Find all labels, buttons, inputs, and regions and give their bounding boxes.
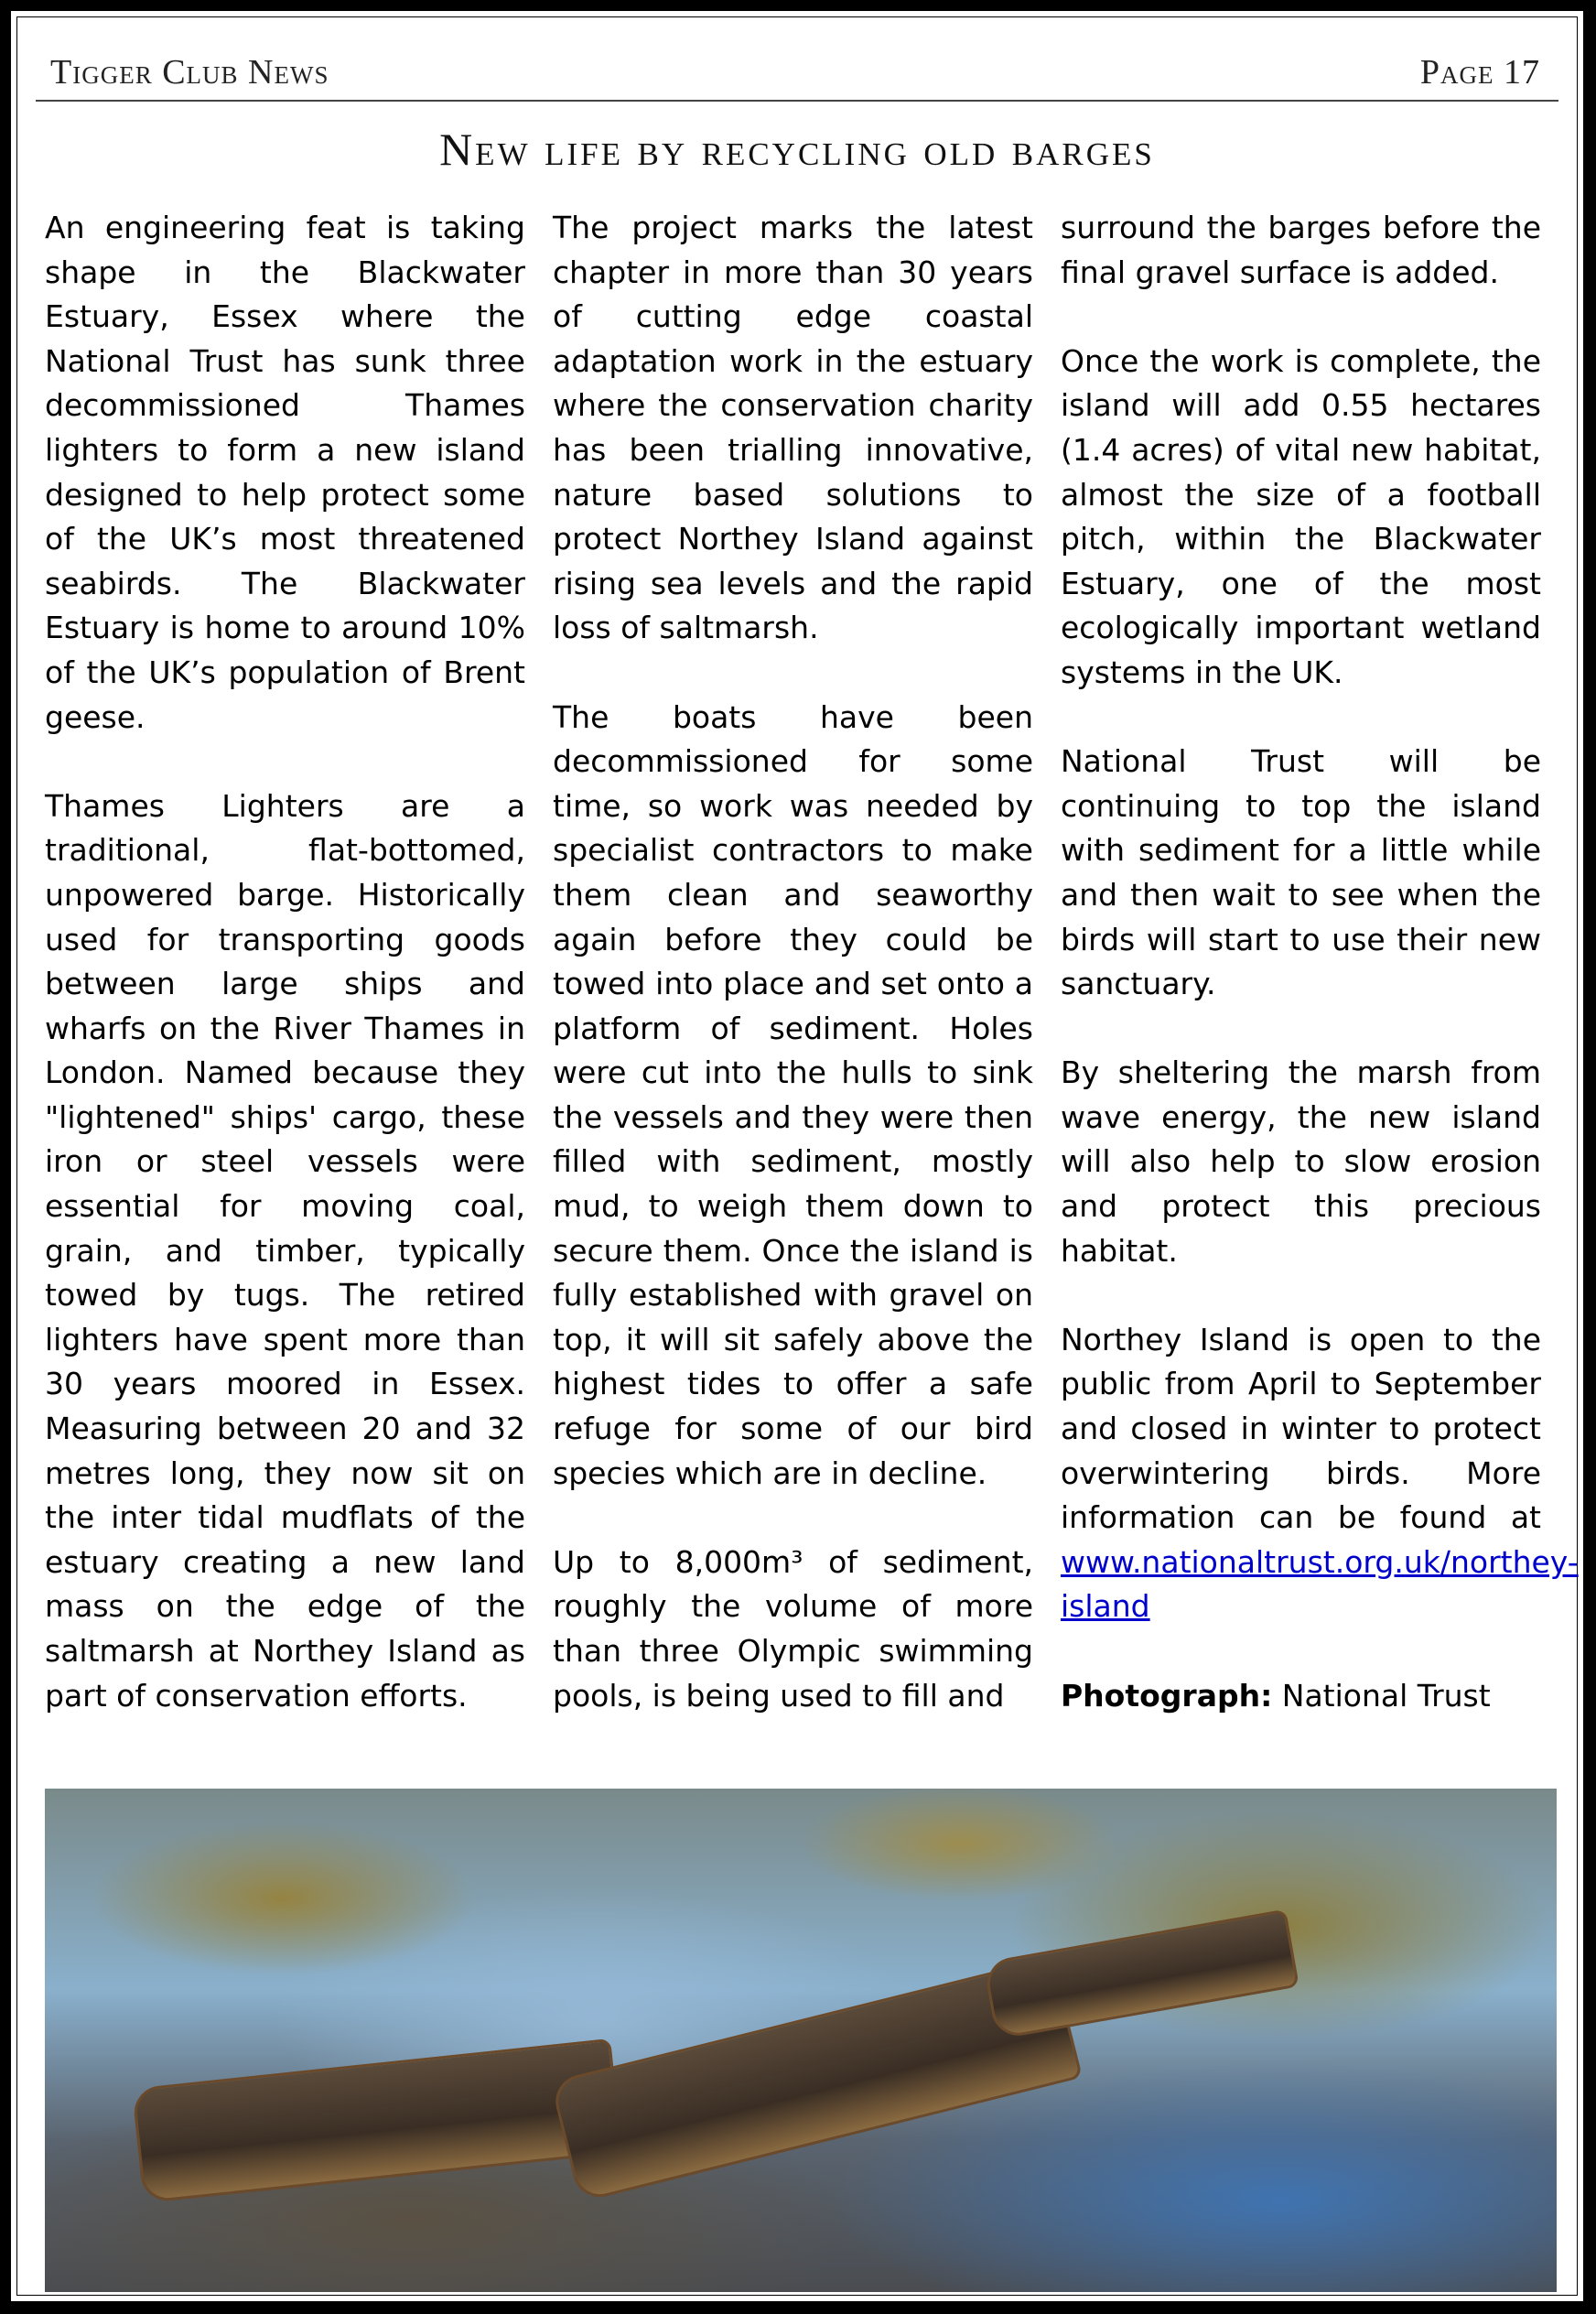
paragraph: An engineering feat is taking shape in the Blackwater Estuary, Essex where the National Trust has sunk three decommissioned Thames lighters to form a new island designed to help protect some of the UK’s most threatened seabirds. The Blackwater Estuary is home to around 10% of the UK’s population of Brent geese. <box>45 210 525 735</box>
credit-value: National Trust <box>1272 1677 1491 1714</box>
article-title: New life by recycling old barges <box>439 124 1155 175</box>
barge-shape <box>132 2038 622 2203</box>
paragraph: By sheltering the marsh from wave energy, the new island will also help to slow erosion and protect this precious habitat. <box>1061 1054 1541 1269</box>
paragraph: surround the barges before the final gravel surface is added. <box>1061 210 1541 290</box>
publication-name: Tigger Club News <box>50 53 329 92</box>
newsletter-page <box>9 9 1585 2303</box>
column-1 <box>45 206 525 1763</box>
barge-shape <box>983 1909 1299 2039</box>
barges-photo <box>45 1789 1557 2292</box>
credit-label: Photograph: <box>1061 1677 1273 1714</box>
paragraph: Thames Lighters are a traditional, flat-bottomed, unpowered barge. Historically used for transporting goods between large ships and wharfs on the River Thames in London. Named because they "lightened" ships' cargo, these iron or steel vessels were essential for moving coal, grain, and timber, typically towed by tugs. The retired lighters have spent more than 30 years moored in Essex. Measuring between 20 and 32 metres long, they now sit on the inter tidal mudflats of the estuary creating a new land mass on the edge of the saltmarsh at Northey Island as part of conservation efforts. <box>45 787 525 1714</box>
paragraph: National Trust will be continuing to top the island with sediment for a little while and then wait to see when the birds will start to use their new sanctuary. <box>1061 743 1541 1002</box>
page-number: Page 17 <box>1419 53 1540 92</box>
paragraph: The boats have been decommissioned for some time, so work was needed by specialist contractors to make them clean and seaworthy again before they could be towed into place and set onto a platform of sediment. Holes were cut into the hulls to sink the vessels and they were then filled with sediment, mostly mud, to weigh them down to secure them. Once the island is fully established with gravel on top, it will sit safely above the highest tides to offer a safe refuge for some of our bird species which are in decline. <box>553 698 1033 1491</box>
paragraph: The project marks the latest chapter in more than 30 years of cutting edge coastal adaptation work in the estuary where the conservation charity has been trialling innovative, nature based solutions to protect Northey Island against rising sea levels and the rapid loss of saltmarsh. <box>553 210 1033 646</box>
paragraph: Once the work is complete, the island will add 0.55 hectares (1.4 acres) of vital new habitat, almost the size of a football pitch, within the Blackwater Estuary, one of the most ecologically important wetland systems in the UK. <box>1061 342 1541 690</box>
paragraph-text: Northey Island is open to the public from April to September and closed in winter to protect overwintering birds. More information can be found at <box>1061 1321 1541 1536</box>
national-trust-link[interactable]: www.nationaltrust.org.uk/northey-island <box>1061 1543 1579 1625</box>
paragraph-with-link <box>1061 1318 1579 1629</box>
column-3 <box>1061 206 1579 1763</box>
photo-credit <box>1061 1674 1541 1719</box>
paragraph: Up to 8,000m³ of sediment, roughly the volume of more than three Olympic swimming pools, is being used to fill and <box>553 1543 1033 1714</box>
page-border <box>16 16 1578 2296</box>
column-2 <box>553 206 1033 1763</box>
header-rule <box>36 100 1558 102</box>
